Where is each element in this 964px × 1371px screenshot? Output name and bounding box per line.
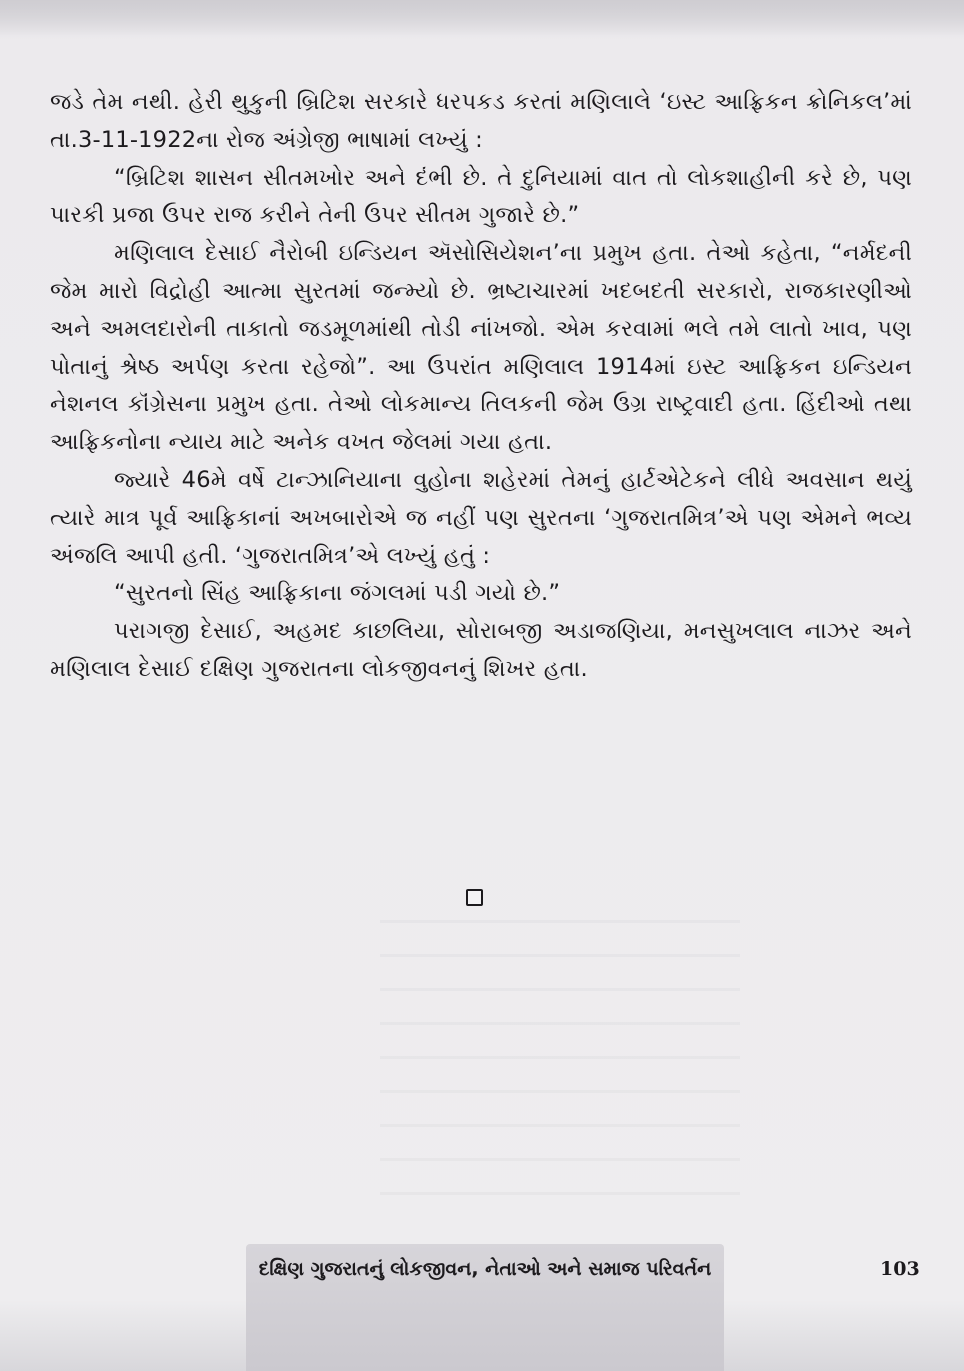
- paragraph-death-tribute: જ્યારે 46મે વર્ષે ટાન્ઝાનિયાના વુહોના શહેરમાં તેમનું હાર્ટએટેકને લીધે અવસાન થયું ત્યારે માત્ર પૂર્વ આફ્રિકાનાં અખબારોએ જ નહીં પણ સુરતના ‘ગુજરાતમિત્ર’એ પણ એમને ભવ્ય અંજલિ આપી હતી. ‘ગુજરાતમિત્ર’એ લખ્યું હતું :: [50, 466, 912, 569]
- page-top-shadow: [0, 0, 964, 36]
- body-text: [50, 84, 912, 689]
- paragraph-continuation: જડે તેમ નથી. હેરી થુકુની બ્રિટિશ સરકારે ધરપકડ કરતાં મણિલાલે ‘ઇસ્ટ આફ્રિકન ક્રોનિકલ’માં તા.3-11-1922ના રોજ અંગ્રેજી ભાષામાં લખ્યું :: [50, 89, 912, 153]
- paragraph-quote-british-rule: “બ્રિટિશ શાસન સીતમખોર અને દંભી છે. તે દુનિયામાં વાત તો લોકશાહીની કરે છે, પણ પારકી પ્રજા ઉપર રાજ કરીને તેની ઉપર સીતમ ગુજારે છે.”: [50, 164, 912, 229]
- paragraph-leaders-summary: પરાગજી દેસાઈ, અહમદ કાછલિયા, સોરાબજી અડાજણિયા, મનસુખલાલ નાઝર અને મણિલાલ દેસાઈ દક્ષિણ ગુજરાતના લોકજીવનનું શિખર હતા.: [50, 618, 912, 682]
- page-number: 103: [880, 1258, 920, 1280]
- paragraph-quote-lion-of-surat: “સુરતનો સિંહ આફ્રિકાના જંગલમાં પડી ગયો છે.”: [114, 580, 561, 607]
- running-footer-title: દક્ષિણ ગુજરાતનું લોકજીવન, નેતાઓ અને સમાજ પરિવર્તન: [258, 1258, 712, 1280]
- hollow-square-icon: [466, 889, 483, 906]
- reverse-side-bleed-through: [380, 920, 740, 1200]
- paragraph-manilal-desai: મણિલાલ દેસાઈ નૈરોબી ઇન્ડિયન ઍસોસિયેશન’ના પ્રમુખ હતા. તેઓ કહેતા, “નર્મદની જેમ મારો વિદ્રોહી આત્મા સુરતમાં જન્મ્યો છે. ભ્રષ્ટાચારમાં ખદબદતી સરકારો, રાજકારણીઓ અને અમલદારોની તાકાતો જડમૂળમાંથી તોડી નાંખજો. એમ કરવામાં ભલે તમે લાતો ખાવ, પણ પોતાનું શ્રેષ્ઠ અર્પણ કરતા રહેજો”. આ ઉપરાંત મણિલાલ 1914માં ઇસ્ટ આફ્રિકન ઇન્ડિયન નેશનલ કૉંગ્રેસના પ્રમુખ હતા. તેઓ લોકમાન્ય તિલકની જેમ ઉગ્ર રાષ્ટ્રવાદી હતા. હિંદીઓ તથા આફ્રિકનોના ન્યાય માટે અનેક વખત જેલમાં ગયા હતા.: [50, 240, 912, 456]
